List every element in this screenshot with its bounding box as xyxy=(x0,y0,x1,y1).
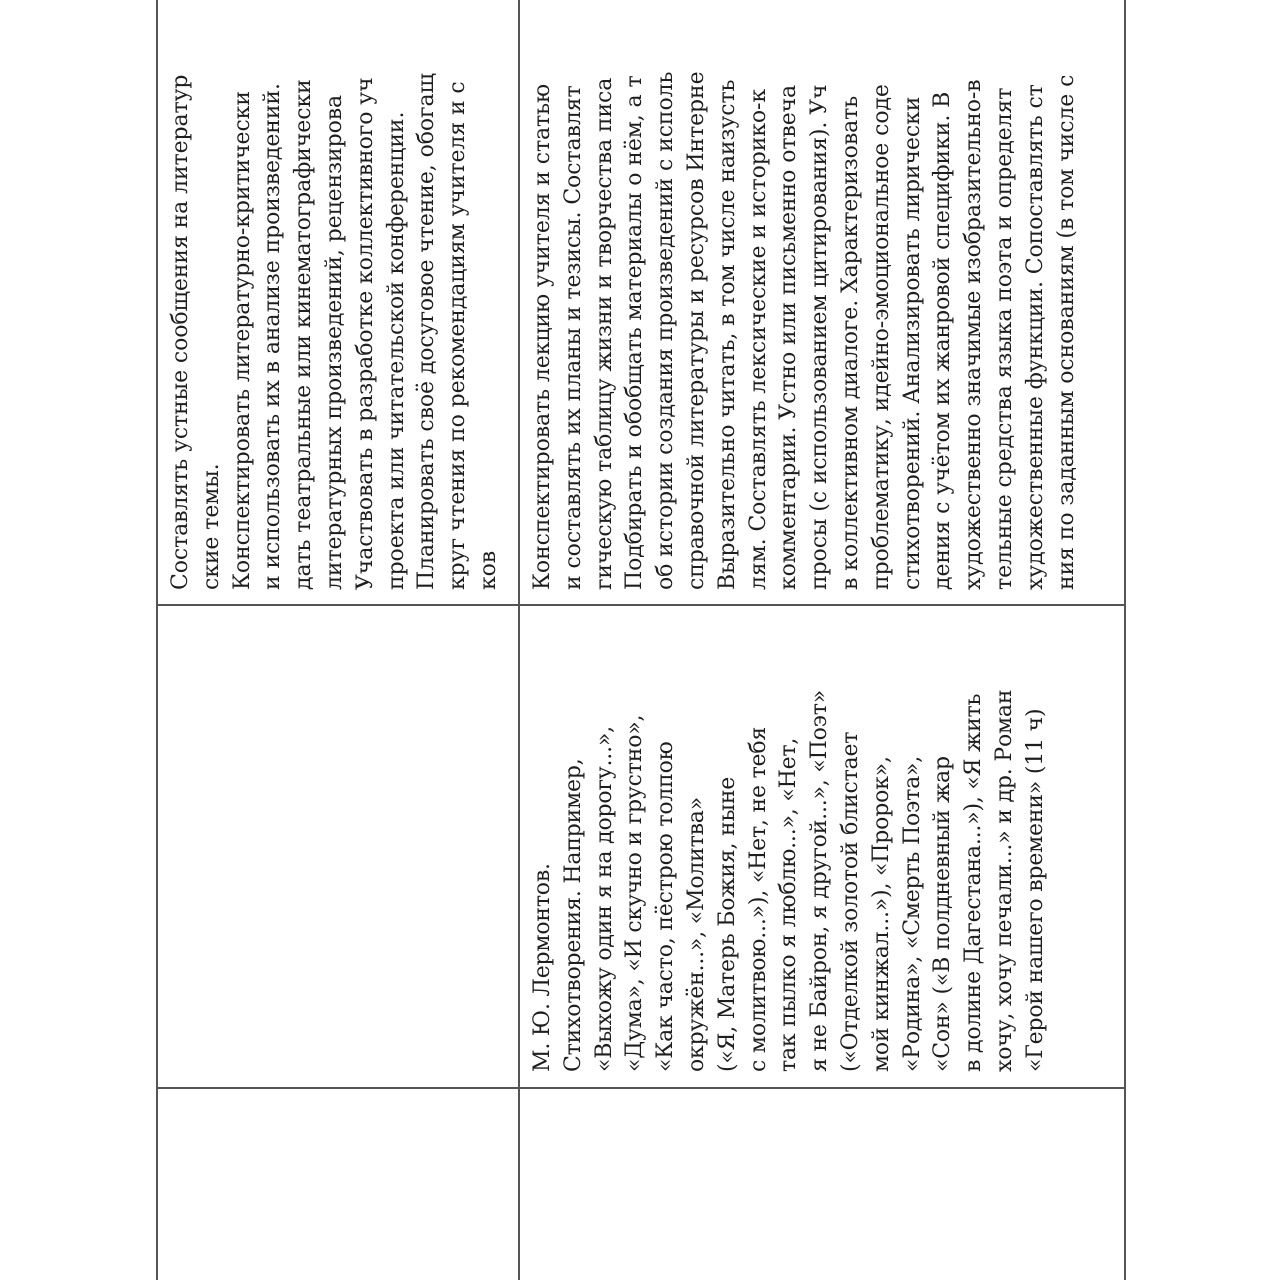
text-line: «Родина», «Смерть Поэта», xyxy=(899,755,925,1072)
text-line: хочу, хочу печали...» и др. Роман xyxy=(991,689,1017,1072)
table-row-divider-2 xyxy=(157,1087,1126,1089)
text-line: художественные функции. Сопоставлять ст xyxy=(1022,84,1048,590)
text-line: и использовать их в анализе произведений. xyxy=(260,83,286,590)
text-line: «Как часто, пёстрою толпою xyxy=(653,741,679,1072)
text-line: об истории создания произведений с исполь xyxy=(653,71,679,590)
text-line: литературных произведений, рецензирова xyxy=(321,94,347,590)
text-line: ские темы. xyxy=(198,463,224,590)
text-line: справочной литературы и ресурсов Интерне xyxy=(683,71,709,590)
text-line: Стихотворения. Например, xyxy=(560,758,586,1072)
text-line: просы (с использованием цитирования). Уч xyxy=(807,84,833,590)
table-row-divider-1 xyxy=(157,604,1126,606)
text-line: стихотворений. Анализировать лирически xyxy=(899,96,925,590)
text-line: лям. Составлять лексические и историко-к xyxy=(745,88,771,590)
text-line: мой кинжал...»), «Пророк», xyxy=(868,756,894,1072)
content-cell-lermontov xyxy=(528,690,1052,1072)
text-line: и составлять их планы и тезисы. Составлят xyxy=(560,85,586,590)
text-line: Конспектировать лекцию учителя и статью xyxy=(530,83,555,590)
text-line: Участвовать в разработке коллективного уч xyxy=(352,77,378,590)
text-line: дения с учётом их жанровой специфики. В xyxy=(930,91,956,590)
text-line: комментарии. Устно или письменно отвеча xyxy=(776,84,802,590)
text-line: я не Байрон, я другой...», «Поэт» xyxy=(807,689,833,1072)
text-line: «Дума», «И скучно и грустно», xyxy=(622,714,648,1072)
text-line: Составлять устные сообщения на литератур xyxy=(168,74,193,590)
text-line: круг чтения по рекомендациям учителя и с xyxy=(445,81,471,590)
text-line: Выразительно читать, в том числе наизусть xyxy=(714,79,740,590)
text-line: проекта или читательской конференции. xyxy=(383,111,409,590)
text-line: в коллективном диалоге. Характеризовать xyxy=(837,95,863,590)
text-line: «Сон» («В полдневный жар xyxy=(930,756,956,1072)
activities-cell-top-row xyxy=(166,73,505,590)
text-line: «Выхожу один я на дорогу...», xyxy=(591,726,617,1072)
text-line: дать театральные или кинематографически xyxy=(291,79,317,590)
text-line: («Отделкой золотой блистает xyxy=(837,731,863,1072)
text-line: Подбирать и обобщать материалы о нём, а т xyxy=(622,75,648,590)
text-line: художественно значимые изобразительно-в xyxy=(961,79,987,590)
text-line: окружён...», «Молитва» xyxy=(683,797,709,1072)
text-line: с молитвою...»), «Нет, не тебя xyxy=(745,726,771,1072)
text-line: в долине Дагестана...»), «Я жить xyxy=(961,693,987,1072)
text-line: тельные средства языка поэта и определят xyxy=(991,87,1017,590)
activities-cell-lermontov xyxy=(528,71,1082,590)
text-line: ния по заданным основаниям (в том числе с xyxy=(1053,74,1079,590)
text-line: ков xyxy=(475,550,501,590)
text-line: Конспектировать литературно-критически xyxy=(229,91,255,590)
text-line: так пылко я люблю...», «Нет, xyxy=(776,737,802,1072)
text-line: «Герой нашего времени» (11 ч) xyxy=(1022,708,1048,1072)
text-line: Планировать своё досуговое чтение, обогащ xyxy=(414,73,440,590)
text-line: проблематику, идейно-эмоциональное соде xyxy=(868,84,894,590)
text-line: («Я, Матерь Божия, ныне xyxy=(714,776,740,1072)
text-line: гическую таблицу жизни и творчества писа xyxy=(591,77,617,590)
text-line: М. Ю. Лермонтов. xyxy=(530,863,555,1072)
